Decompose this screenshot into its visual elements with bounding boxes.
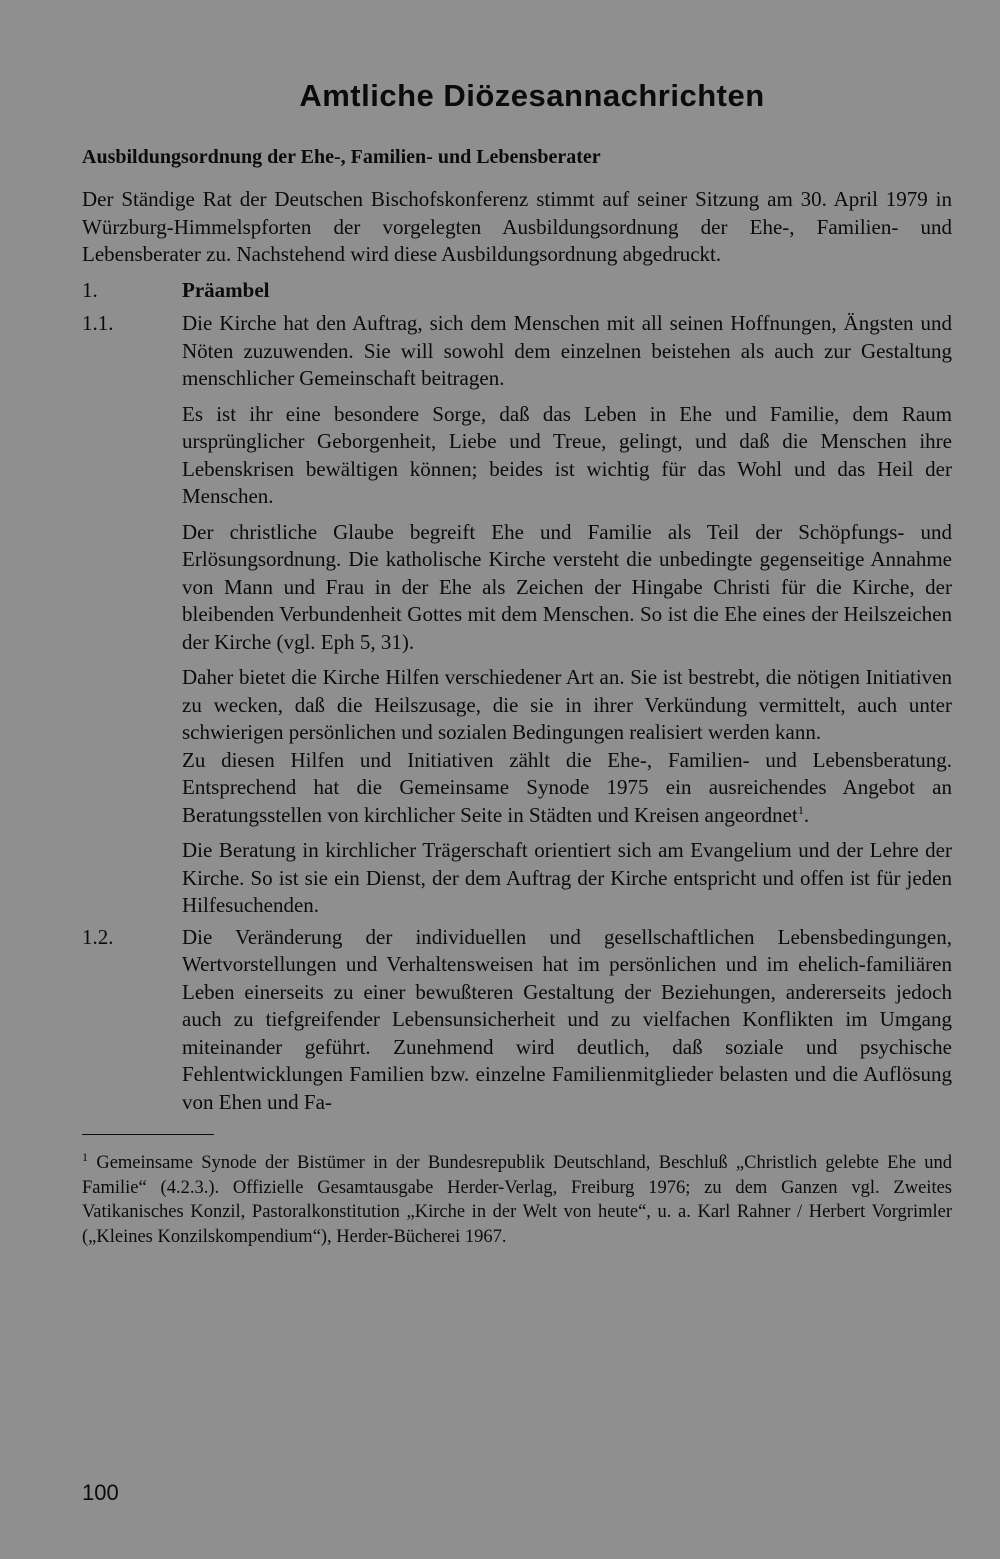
intro-paragraph: Der Ständige Rat der Deutschen Bischofskonferenz stimmt auf seiner Sitzung am 30. April 1979 in Würzburg-Himmelspforten der vorgelegten Ausbildungsordnung der Ehe-, Familien- und Lebensberater zu. Nachstehend wird diese Ausbildungsordnung abgedruckt. bbox=[82, 187, 952, 266]
paragraph: Es ist ihr eine besondere Sorge, daß das Leben in Ehe und Familie, dem Raum ursprünglicher Geborgenheit, Liebe und Treue, gelingt, und daß die Menschen ihre Lebenskrisen bewältigen können; beides ist wichtig für das Wohl und das Heil der Menschen. bbox=[182, 401, 952, 508]
paragraph: Die Kirche hat den Auftrag, sich dem Menschen mit all seinen Hoffnungen, Ängsten und Nöten zuzuwenden. Sie will sowohl dem einzelnen beistehen als auch zur Gestaltung menschlicher Gemeinschaft beitragen. bbox=[182, 311, 952, 390]
paragraph: Die Beratung in kirchlicher Trägerschaft orientiert sich am Evangelium und der Lehre der Kirche. So ist sie ein Dienst, der dem Auftrag der Kirche entspricht und offen ist für jeden Hilfesuchenden. bbox=[182, 838, 952, 917]
footnote-marker: 1 bbox=[82, 1149, 88, 1164]
paragraph-text: Zu diesen Hilfen und Initiativen zählt die Ehe-, Familien- und Lebensberatung. Entsprechend hat die Gemeinsame Synode 1975 ein ausreichendes Angebot an Beratungsstellen von kirchlicher Seite in Städten und Kreisen angeordnet bbox=[182, 747, 952, 827]
section-number: 1.1. bbox=[82, 311, 114, 335]
paragraph: Die Veränderung der individuellen und gesellschaftlichen Lebensbedingungen, Wertvorstellungen und Verhaltensweisen hat im persönlichen und im ehelich-familiären Leben einerseits zu einer bewußteren Gestaltung der Beziehungen, andererseits jedoch auch zu tiefgreifender Lebensunsicherheit und zu vielfachen Konflikten im Umgang miteinander geführt. Zunehmend wird deutlich, daß soziale und psychische Fehlentwicklungen Familien bzw. einzelne Familienmitglieder belasten und die Auflösung von Ehen und Fa- bbox=[182, 924, 952, 1114]
section-1-1 bbox=[82, 310, 952, 393]
footnote bbox=[82, 1151, 952, 1249]
paragraph: Daher bietet die Kirche Hilfen verschiedener Art an. Sie ist bestrebt, die nötigen Initiativen zu wecken, daß die Heilszusage, die sie in ihrer Verkündung vermittelt, auch unter schwierigen persönlichen und sozialen Bedingungen realisiert werden kann. bbox=[182, 665, 952, 744]
page-number: 100 bbox=[82, 1480, 119, 1505]
paragraph bbox=[182, 747, 952, 830]
section-1 bbox=[82, 277, 952, 305]
footnote-reference: 1 bbox=[797, 802, 804, 817]
paragraph: Der christliche Glaube begreift Ehe und Familie als Teil der Schöpfungs- und Erlösungsordnung. Die katholische Kirche versteht die unbedingte gegenseitige Annahme von Mann und Frau in der Ehe als Zeichen der Hingabe Christi für die Kirche, der bleibenden Verbundenheit Gottes mit dem Menschen. So ist die Ehe eines der Heilszeichen der Kirche (vgl. Eph 5, 31). bbox=[182, 519, 952, 654]
section-number: 1. bbox=[82, 277, 98, 302]
section-heading-praeambel: Präambel bbox=[182, 277, 270, 302]
section-heading: Ausbildungsordnung der Ehe-, Familien- und Lebensberater bbox=[82, 146, 601, 168]
paragraph-end: . bbox=[803, 802, 810, 827]
footnote-text: Gemeinsame Synode der Bistümer in der Bundesrepublik Deutschland, Beschluß „Christlich gelebte Ehe und Familie“ (4.2.3.). Offizielle Gesamtausgabe Herder-Verlag, Freiburg 1976; zu dem Ganzen vgl. Zweites Vatikanisches Konzil, Pastoralkonstitution „Kirche in der Welt von heute“, u. a. Karl Rahner / Herbert Vorgrimler („Kleines Konzilskompendium“), Herder-Bücherei 1967. bbox=[82, 1153, 952, 1247]
page-title: Amtliche Diözesannachrichten bbox=[299, 78, 765, 113]
section-number: 1.2. bbox=[82, 924, 114, 949]
section-1-2 bbox=[82, 924, 952, 1117]
document-page bbox=[82, 70, 952, 1249]
footnote-divider bbox=[82, 1134, 214, 1135]
